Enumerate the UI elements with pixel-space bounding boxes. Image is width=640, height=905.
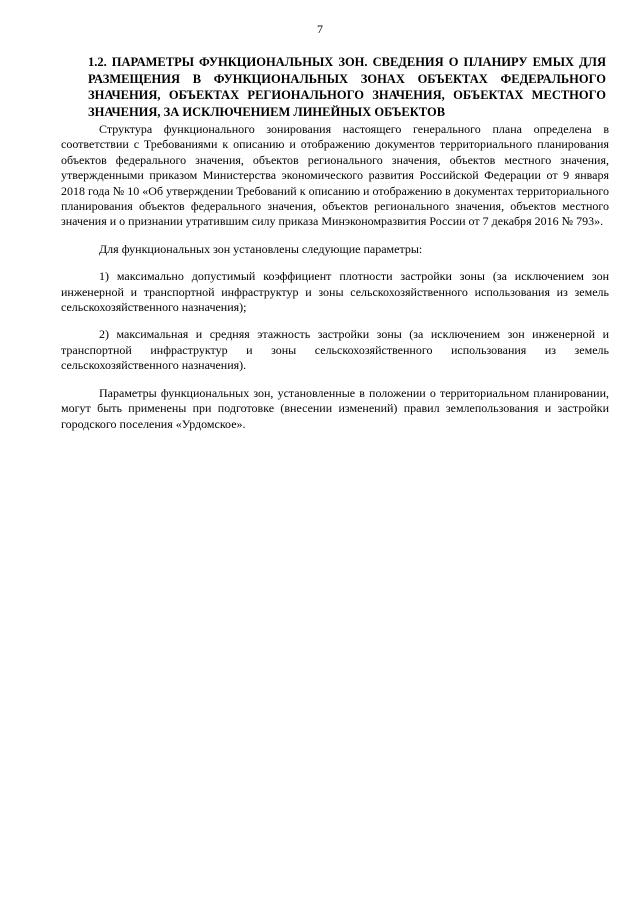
paragraph-parameters-intro: Для функциональных зон установлены следующие параметры: [99,241,423,256]
paragraph-parameter-floors: 2) максимальная и средняя этажность застройки зоны (за исключением зон инженерной и транспортной инфраструктур и зоны сельскохозяйственного использования из земель сельскохозяйственного назначения). [61,327,609,373]
document-body [61,122,609,444]
paragraph-parameter-density: 1) максимально допустимый коэффициент плотности застройки зоны (за исключением зон инженерной и транспортной инфраструктур и зоны сельскохозяйственного использования из земель сельскохозяйственного назначения); [61,269,609,315]
section-heading: 1.2. ПАРАМЕТРЫ ФУНКЦИОНАЛЬНЫХ ЗОН. СВЕДЕНИЯ О ПЛАНИРУ ЕМЫХ ДЛЯ РАЗМЕЩЕНИЯ В ФУНКЦИОНАЛЬНЫХ ЗОНАХ ОБЪЕКТАХ ФЕДЕРАЛЬНОГО ЗНАЧЕНИЯ, ОБЪЕКТАХ РЕГИОНАЛЬНОГО ЗНАЧЕНИЯ, ОБЪЕКТАХ МЕСТНОГО ЗНАЧЕНИЯ, ЗА ИСКЛЮЧЕНИЕМ ЛИНЕЙНЫХ ОБЪЕКТОВ [88,55,606,119]
page-number: 7 [317,22,323,36]
paragraph-zoning-structure: Структура функционального зонирования настоящего генерального плана определена в соответствии с Требованиями к описанию и отображению документов территориального планирования объектов федерального значения, объектов регионального значения, объектов местного значения, утвержденными приказом Министерства экономического развития Российской Федерации от 9 января 2018 года № 10 «Об утверждении Требований к описанию и отображению в документах территориального планирования объектов федерального значения, объектов регионального значения, объектов местного значения и о признании утратившим силу приказа Минэкономразвития России от 7 декабря 2016 № 793». [61,122,609,229]
paragraph-parameters-application: Параметры функциональных зон, установленные в положении о территориальном планировании, могут быть применены при подготовке (внесении изменений) правил землепользования и застройки городского поселения «Урдомское». [61,385,609,431]
